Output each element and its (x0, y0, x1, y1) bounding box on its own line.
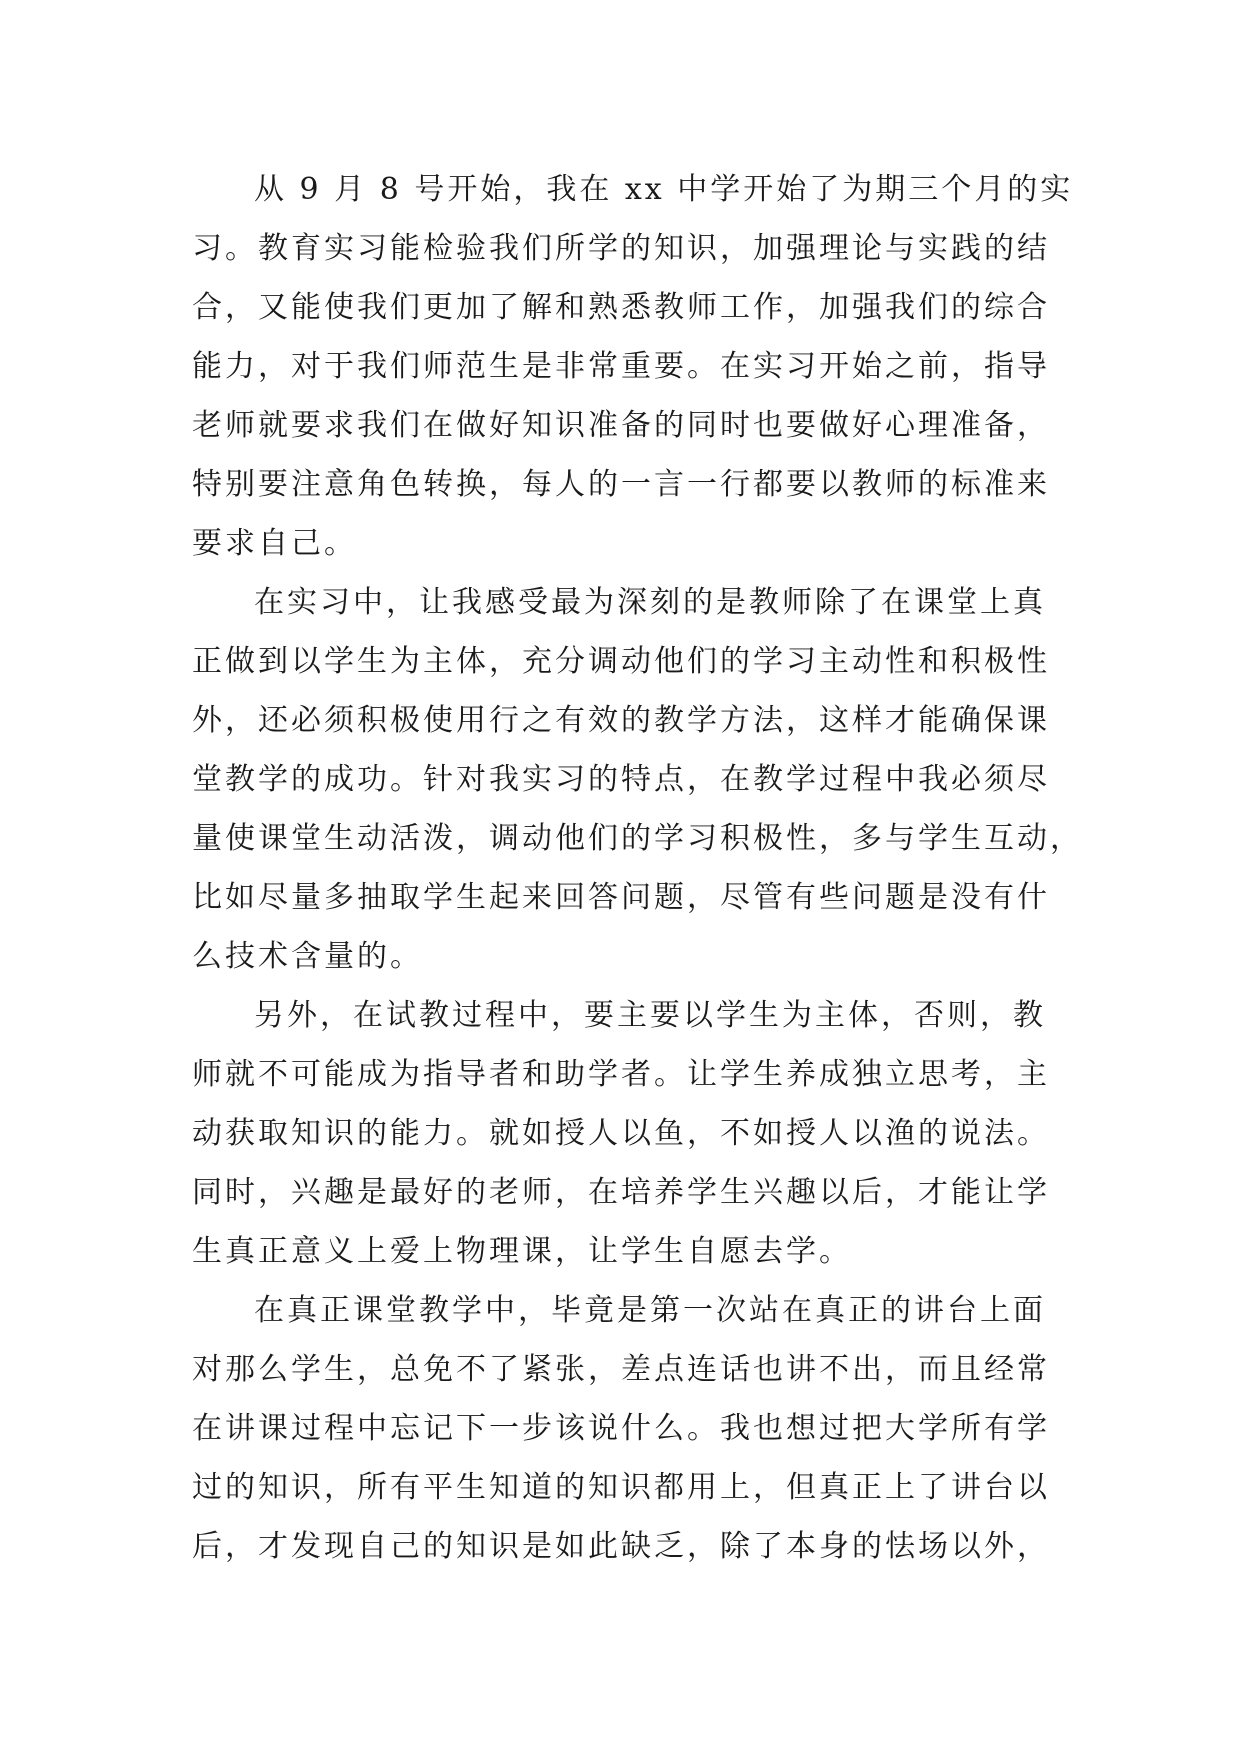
text-line: 过的知识，所有平生知道的知识都用上，但真正上了讲台以 (192, 1470, 1050, 1505)
text-line: 要求自己。 (192, 526, 357, 561)
text-line: 从 9 月 8 号开始，我在 xx 中学开始了为期三个月的实 (254, 172, 1074, 207)
text-line: 堂教学的成功。针对我实习的特点，在教学过程中我必须尽 (192, 762, 1050, 797)
text-line: 么技术含量的。 (192, 939, 423, 974)
body-text (192, 160, 1083, 1576)
text-line: 在讲课过程中忘记下一步该说什么。我也想过把大学所有学 (192, 1411, 1050, 1446)
text-line: 生真正意义上爱上物理课，让学生自愿去学。 (192, 1234, 852, 1269)
text-line: 量使课堂生动活泼，调动他们的学习积极性，多与学生互动， (192, 821, 1083, 856)
text-line: 老师就要求我们在做好知识准备的同时也要做好心理准备， (192, 408, 1050, 443)
text-line: 外，还必须积极使用行之有效的教学方法，这样才能确保课 (192, 703, 1050, 738)
text-line: 动获取知识的能力。就如授人以鱼，不如授人以渔的说法。 (192, 1116, 1050, 1151)
text-line: 习。教育实习能检验我们所学的知识，加强理论与实践的结 (192, 231, 1050, 266)
text-line: 能力，对于我们师范生是非常重要。在实习开始之前，指导 (192, 349, 1050, 384)
text-line: 对那么学生，总免不了紧张，差点连话也讲不出，而且经常 (192, 1352, 1050, 1387)
text-line: 正做到以学生为主体，充分调动他们的学习主动性和积极性 (192, 644, 1050, 679)
text-line: 合，又能使我们更加了解和熟悉教师工作，加强我们的综合 (192, 290, 1050, 325)
text-line: 同时，兴趣是最好的老师，在培养学生兴趣以后，才能让学 (192, 1175, 1050, 1210)
text-line: 另外，在试教过程中，要主要以学生为主体，否则，教 (254, 998, 1046, 1033)
text-line: 在真正课堂教学中，毕竟是第一次站在真正的讲台上面 (254, 1293, 1046, 1328)
text-line: 后，才发现自己的知识是如此缺乏，除了本身的怯场以外， (192, 1529, 1050, 1564)
text-line: 特别要注意角色转换，每人的一言一行都要以教师的标准来 (192, 467, 1050, 502)
text-line: 在实习中，让我感受最为深刻的是教师除了在课堂上真 (254, 585, 1046, 620)
text-line: 比如尽量多抽取学生起来回答问题，尽管有些问题是没有什 (192, 880, 1050, 915)
text-line: 师就不可能成为指导者和助学者。让学生养成独立思考，主 (192, 1057, 1050, 1092)
